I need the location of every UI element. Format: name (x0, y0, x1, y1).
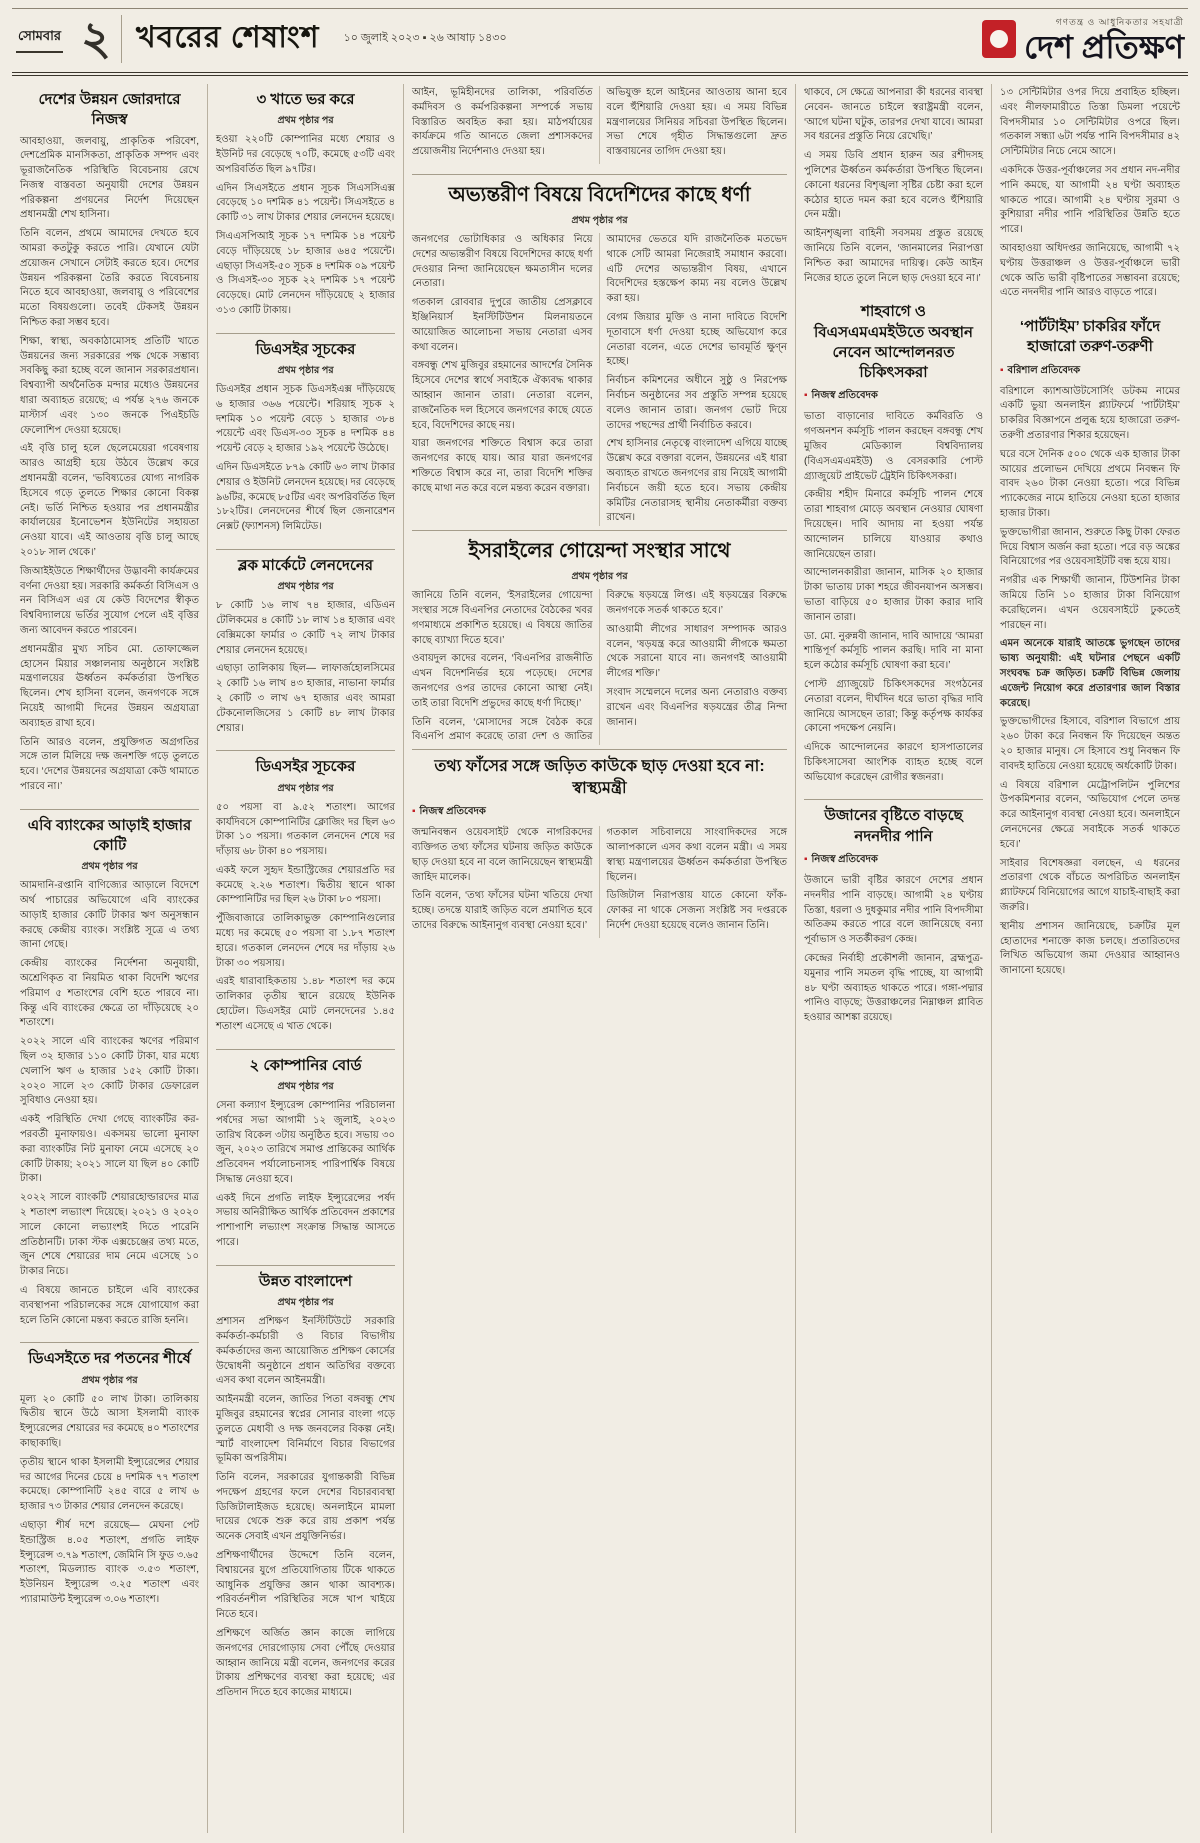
continued-from-front-label: প্রথম পৃষ্ঠার পর (81, 861, 138, 873)
article-paragraph: প্রশিক্ষণে অর্জিত জ্ঞান কাজে লাগিয়ে জনগণের দোরগোড়ায় সেবা পৌঁছে দেওয়ার আহ্বান জানিয়ে মন্ত্রী বলেন, জনগণের করের টাকায় প্রশিক্ষণের ব্যবস্থা করা হয়েছে; এর প্রতিদান দিতে হবে কাজের মাধ্যমে। (216, 1628, 395, 1699)
article-body (412, 589, 787, 745)
article-body (412, 86, 787, 164)
article-paragraph: জন্মনিবন্ধন ওয়েবসাইট থেকে নাগরিকদের ব্যক্তিগত তথ্য ফাঁসের ঘটনায় জড়িত কাউকে ছাড় দেওয়া হবে না বলে জানিয়েছেন স্বাস্থ্যমন্ত্রী জাহিদ মালেক। (412, 827, 593, 883)
byline-bullet-icon (412, 806, 420, 817)
continued-from-front-label: প্রথম পৃষ্ঠার পর (571, 214, 628, 226)
article-body (20, 879, 199, 1328)
article-body (412, 826, 787, 938)
article-paragraph: আবহাওয়া, জলবায়ু, প্রাকৃতিক পরিবেশ, দেশপ্রেমিক মানসিকতা, প্রাকৃতিক সম্পদ এবং ভূরাজনৈতিক পরিস্থিতি বিবেচনায় রেখে নিজস্ব বাস্তবতা অনুযায়ী দেশের উন্নয়ন পরিকল্পনা প্রণয়নের নির্দেশ দিয়েছেন প্রধানমন্ত্রী শেখ হাসিনা। (20, 135, 199, 221)
article-paragraph: আওয়ামী লীগের সাধারণ সম্পাদক আরও বলেন, ‘ষড়যন্ত্র করে আওয়ামী লীগকে ক্ষমতা থেকে সরানো যাবে না। জনগণই আওয়ামী লীগের শক্তি।’ (606, 623, 787, 680)
article-paragraph: জানিয়ে তিনি বলেন, ‘ইসরাইলের গোয়েন্দা সংস্থার সঙ্গে বিএনপির নেতাদের বৈঠকের খবর গণমাধ্যমে প্রকাশিত হয়েছে। এ বিষয়ে জাতির কাছে ব্যাখ্যা দিতে হবে।’ (412, 590, 593, 646)
article-paragraph: এ বিষয়ে বরিশাল মেট্রোপলিটন পুলিশের উপকমিশনার বলেন, ‘অভিযোগ পেলে তদন্ত করে আইনানুগ ব্যবস্থা নেওয়া হবে। অনলাইনে লেনদেনের ক্ষেত্রে সবাইকে সতর্ক থাকতে হবে।’ (1000, 779, 1180, 850)
article-two-company-boards (216, 1049, 395, 1261)
continued-from-front-label: প্রথম পৃষ্ঠার পর (81, 1374, 138, 1386)
article-body (216, 599, 395, 736)
article-dse-index-2 (216, 750, 395, 1044)
byline-bullet-icon (1000, 365, 1008, 376)
article-paragraph: হওয়া ২২০টি কোম্পানির মধ্যে শেয়ার ও ইউনিট দর বেড়েছে ৭০টি, কমেছে ৫৩টি এবং অপরিবর্তিত ছিল ৯৭টির। (216, 134, 395, 175)
article-israel-intelligence (412, 530, 787, 745)
article-body (216, 383, 395, 535)
article-paragraph: প্রধানমন্ত্রীর মুখ্য সচিব মো. তোফাজ্জেল হোসেন মিয়ার সঞ্চালনায় অনুষ্ঠানে সংশ্লিষ্ট মন্ত্রণালয়ের ঊর্ধ্বতন কর্মকর্তারা উপস্থিত ছিলেন। শেখ হাসিনা বলেন, জনগণকে সঙ্গে নিয়েই আগামী দিনের উন্নয়ন অগ্রযাত্রা অব্যাহত রাখা হবে। (20, 643, 199, 729)
article-headline: ৩ খাতে ভর করে (256, 91, 355, 108)
column-3-4 (404, 84, 796, 1833)
article-body (1000, 715, 1180, 979)
article-headline: উজানের বৃষ্টিতে বাড়ছে নদনদীর পানি (824, 807, 963, 845)
article-headline: দেশের উন্নয়ন জোরদারে নিজস্ব (38, 91, 181, 129)
article-paragraph: প্রশাসন প্রশিক্ষণ ইনস্টিটিউটে সরকারি কর্মকর্তা-কর্মচারী ও বিচার বিভাগীয় কর্মকর্তাদের জন্য আয়োজিত প্রশিক্ষণ কোর্সের উদ্বোধনী অনুষ্ঠানে প্রধান অতিথির বক্তব্যে এসব কথা বলেন আইনমন্ত্রী। (216, 1316, 395, 1387)
article-paragraph: ২০২২ সালে এবি ব্যাংকের ঋণের পরিমাণ ছিল ৩২ হাজার ১১০ কোটি টাকা, যার মধ্যে খেলাপি ঋণ ৬ হাজার ১৫২ কোটি টাকা। ২০২০ সালে ২৩ কোটি টাকার ডেফারেল সুবিধাও নেওয়া হয়। (20, 1036, 199, 1107)
article-doctors-protest (804, 296, 983, 795)
article-paragraph: ভাতা বাড়ানোর দাবিতে কর্মবিরতি ও গণঅনশন কর্মসূচি পালন করছেন বঙ্গবন্ধু শেখ মুজিব মেডিক্যাল বিশ্ববিদ্যালয় (বিএসএমএমইউ) ও বেসরকারি পোস্ট গ্র্যাজুয়েট প্রাইভেট ট্রেইনি চিকিৎসকরা। (804, 411, 983, 482)
page-number: ২ (77, 15, 122, 63)
masthead-text (1024, 15, 1184, 63)
article-paragraph: আবহাওয়া অধিদপ্তর জানিয়েছে, আগামী ৭২ ঘণ্টায় উত্তরাঞ্চল ও উত্তর-পূর্বাঞ্চলে ভারী থেকে অতি ভারী বৃষ্টিপাতের সম্ভাবনা রয়েছে; এতে নদনদীর পানি আরও বাড়তে পারে। (1000, 242, 1180, 299)
article-headline: উন্নত বাংলাদেশ (258, 1272, 353, 1290)
article-foreign-appeals (412, 174, 787, 526)
article-headline: এবি ব্যাংকের আড়াই হাজার কোটি (27, 816, 192, 855)
article-paragraph: কেন্দ্রের নির্বাহী প্রকৌশলী জানান, ব্রহ্মপুত্র-যমুনার পানি সমতল বৃদ্ধি পাচ্ছে, যা আগামী ৪৮ ঘণ্টা অব্যাহত থাকতে পারে। গঙ্গা-পদ্মার পানিও বাড়ছে; উত্তরাঞ্চলের নিম্নাঞ্চল প্লাবিত হওয়ার আশঙ্কা রয়েছে। (804, 952, 983, 1024)
column-1 (12, 84, 208, 1833)
article-paragraph: বঙ্গবন্ধু শেখ মুজিবুর রহমানের আদর্শের সৈনিক হিসেবে দেশের স্বার্থে সবাইকে ঐক্যবদ্ধ থাকার আহ্বান জানান তারা। নেতারা বলেন, রাজনৈতিক দল হিসেবে জনগণের কাছে যেতে হবে, বিদেশিদের কাছে নয়। (412, 360, 593, 431)
article-paragraph: আইনমন্ত্রী বলেন, জাতির পিতা বঙ্গবন্ধু শেখ মুজিবুর রহমানের স্বপ্নের সোনার বাংলা গড়ে তুলতে মেধাবী ও দক্ষ জনবলের বিকল্প নেই। স্মার্ট বাংলাদেশ বিনির্মাণে বিচার বিভাগের ভূমিকা অপরিসীম। (216, 1394, 395, 1465)
byline-text: নিজস্ব প্রতিবেদক (419, 806, 486, 818)
byline-text: বরিশাল প্রতিবেদক (1007, 364, 1081, 376)
article-paragraph: গতকাল সচিবালয়ে সাংবাদিকদের সঙ্গে আলাপকালে এসব কথা বলেন মন্ত্রী। এ সময় স্বাস্থ্য মন্ত্রণালয়ের ঊর্ধ্বতন কর্মকর্তারা উপস্থিত ছিলেন। (606, 827, 787, 883)
article-paragraph: আইন, ভূমিহীনদের তালিকা, পরিবর্তিত কর্মদিবস ও কর্মপরিকল্পনা সম্পর্কে সভায় বিস্তারিত অবহিত করা হয়। মাঠপর্যায়ের কার্যক্রমে গতি আনতে জেলা প্রশাসকদের প্রয়োজনীয় নির্দেশনাও দেওয়া হয়। (412, 87, 593, 158)
article-highlight: এমন অনেকে যারাই আতঙ্কে ভুগছেন তাদের ভাষ্য অনুযায়ী: এই ঘটনার পেছনে একটি সংঘবদ্ধ চক্র জড়িত। চক্রটি বিভিন্ন জেলায় এজেন্ট নিয়োগ করে প্রতারণার জাল বিস্তার করেছে। (1000, 638, 1180, 709)
date-line: ১০ জুলাই ২০২৩ ▪ ২৬ আষাঢ় ১৪৩০ (343, 32, 507, 44)
column-2 (208, 84, 404, 1833)
article-paragraph: গতকাল রোববার দুপুরে জাতীয় প্রেসক্লাবে ইঞ্জিনিয়ার্স ইনস্টিটিউশন মিলনায়তনে আয়োজিত আলোচনা সভায় নেতারা এসব কথা বলেন। (412, 297, 593, 353)
article-dse-top-losers (20, 1342, 199, 1617)
article-paragraph: ডা. মো. নুরুন্নবী জানান, দাবি আদায়ে ‘আমরা শান্তিপূর্ণ কর্মসূচি পালন করছি। দাবি না মানা হলে কঠোর কর্মসূচি ঘোষণা করা হবে।’ (804, 630, 983, 672)
article-paragraph: তিনি আরও বলেন, প্রযুক্তিগত অগ্রগতির সঙ্গে তাল মিলিয়ে দক্ষ জনশক্তি গড়ে তুলতে হবে। ‘দেশের উন্নয়নের অগ্রযাত্রা কেউ থামাতে পারবে না।’ (20, 736, 199, 792)
page-content (12, 84, 1188, 1833)
article-body (1000, 385, 1180, 634)
article-body (216, 1099, 395, 1251)
masthead-tagline: গণতন্ত্র ও আধুনিকতার সহযাত্রী (1055, 16, 1184, 27)
article-paragraph: স্থানীয় প্রশাসন জানিয়েছে, চক্রটির মূল হোতাদের শনাক্তে কাজ চলছে। প্রতারিতদের লিখিত অভিযোগ জমা দেওয়ার আহ্বানও জানানো হয়েছে। (1000, 920, 1180, 977)
article-paragraph: আন্দোলনকারীরা জানান, মাসিক ২০ হাজার টাকা ভাতায় ঢাকা শহরে জীবনযাপন অসম্ভব। ভাতা বাড়িয়ে ৫০ হাজার টাকা করার দাবি জানান তারা। (804, 567, 983, 623)
byline-text: নিজস্ব প্রতিবেদক (811, 853, 878, 865)
article-paragraph: বরিশালে ক্যাশআউটসোর্সিং ডটকম নামের একটি ভুয়া অনলাইন প্ল্যাটফর্মে ‘পার্টটাইম’ চাকরির বিজ্ঞাপনে প্রলুব্ধ হয়ে হাজারো তরুণ-তরুণী প্রতারণার শিকার হয়েছেন। (1000, 385, 1180, 442)
day-label: সোমবার (16, 25, 63, 53)
article-paragraph: মূল্য ২০ কোটি ৫০ লাখ টাকা। তালিকায় দ্বিতীয় স্থানে উঠে আসা ইসলামী ব্যাংক ইন্স্যুরেন্সের শেয়ারের দর কমেছে ৪০ শতাংশের কাছাকাছি। (20, 1393, 199, 1450)
article-headline: ডিএসইতে দর পতনের শীর্ষে (28, 1350, 191, 1368)
byline-bullet-icon (804, 854, 812, 865)
article-headline: তথ্য ফাঁসের সঙ্গে জড়িত কাউকে ছাড় দেওয়া হবে না: স্বাস্থ্যমন্ত্রী (434, 758, 765, 797)
masthead-logo-icon (982, 20, 1016, 58)
byline-text: নিজস্ব প্রতিবেদক (811, 390, 878, 402)
article-paragraph: এদিকে আন্দোলনের কারণে হাসপাতালের চিকিৎসাসেবা আংশিক ব্যাহত হচ্ছে বলে অভিযোগ করেছেন রোগীর স্বজনরা। (804, 742, 983, 783)
article-paragraph: এই বৃত্তি চালু হলে ছেলেমেয়েরা গবেষণায় আরও আগ্রহী হয়ে উঠবে উল্লেখ করে প্রধানমন্ত্রী বলেন, ‘ভবিষ্যতের যোগ্য নাগরিক হিসেবে গড়ে তুলতে শিক্ষার কোনো বিকল্প নেই। ভর্তি নিশ্চিত হওয়ার পর প্রধানমন্ত্রীর কার্যালয়ের ইনোভেশন ইউনিটের সহায়তা নেওয়া যাবে। এই আওতায় বৃত্তি চালু আছে ২০১৮ সাল থেকে।’ (20, 443, 199, 559)
article-block-market (216, 549, 395, 746)
article-headline: ‘পার্টটাইম’ চাকরির ফাঁদে হাজারো তরুণ-তরুণী (1019, 318, 1161, 356)
article-paragraph: ঘরে বসে দৈনিক ৫০০ থেকে এক হাজার টাকা আয়ের প্রলোভন দেখিয়ে প্রথমে নিবন্ধন ফি বাবদ ২৬০ টাকা নেওয়া হতো। পরে বিভিন্ন প্যাকেজের নামে হাতিয়ে নেওয়া হতো হাজার হাজার টাকা। (1000, 448, 1180, 520)
byline-bullet-icon (804, 390, 812, 401)
article-paragraph: একদিকে উত্তর-পূর্বাঞ্চলের সব প্রধান নদ-নদীর পানি কমছে, যা আগামী ২৪ ঘণ্টা অব্যাহত থাকতে পারে। আগামী ২৪ ঘণ্টায় সুরমা ও কুশিয়ারা নদীর পানি পরিস্থিতির উন্নতি হতে পারে। (1000, 164, 1180, 236)
article-rising-river-water (804, 799, 983, 1035)
article-paragraph: তিনি বলেন, প্রথমে আমাদের দেখতে হবে আমরা কতটুকু করতে পারি। যেখানে যেটা প্রয়োজন সেখানে সেটাই করতে হবে। দেশের উন্নয়ন পরিকল্পনা তৈরি করতে বিবেচনায় নিতে হবে আবহাওয়া, জলবায়ু ও পরিবেশের মতো বিষয়গুলো। তবেই টেকসই উন্নয়ন নিশ্চিত করা সম্ভব হবে। (20, 228, 199, 329)
article-paragraph: একই পরিস্থিতি দেখা গেছে ব্যাংকটির কর-পরবর্তী মুনাফায়ও। একসময় ভালো মুনাফা করা ব্যাংকটির নিট মুনাফা নেমে এসেছে ২০ কোটি টাকায়; ২০২১ সালে যা ছিল ৪০ কোটি টাকা। (20, 1114, 199, 1185)
article-paragraph: এ সময় ডিবি প্রধান হারুন অর রশীদসহ পুলিশের ঊর্ধ্বতন কর্মকর্তারা উপস্থিত ছিলেন। কোনো ধরনের বিশৃঙ্খলা সৃষ্টির চেষ্টা করা হলে কঠোর হাতে দমন করা হবে বলেও হুঁশিয়ারি দেন মন্ত্রী। (804, 150, 983, 221)
article-paragraph: ২০২২ সালে ব্যাংকটি শেয়ারহোল্ডারদের মাত্র ২ শতাংশ লভ্যাংশ দিয়েছে। ২০২১ ও ২০২০ সালে কোনো লভ্যাংশই দিতে পারেনি প্রতিষ্ঠানটি। ঢাকা স্টক এক্সচেঞ্জের তথ্য মতে, জুন শেষে শেয়ারের দাম নেমে এসেছে ১০ টাকার নিচে। (20, 1192, 199, 1278)
article-development-plan (20, 84, 199, 805)
continuation-text-block (412, 84, 787, 170)
article-paragraph: আইনশৃঙ্খলা বাহিনী সবসময় প্রস্তুত রয়েছে জানিয়ে তিনি বলেন, ‘জানমালের নিরাপত্তা নিশ্চিত করা আমাদের দায়িত্ব। কেউ আইন নিজের হাতে তুলে নিলে ছাড় দেওয়া হবে না।’ (804, 228, 983, 284)
article-paragraph: জিআইইউতে শিক্ষার্থীদের উদ্ভাবনী কার্যক্রমের বর্ণনা দেওয়া হয়। সরকারি কর্মকর্তা বিসিএস ও নন বিসিএস এর যে কেউ বিদেশের স্বীকৃত বিশ্ববিদ্যালয়ে ভর্তির সুযোগ পেলে এই বৃত্তির জন্য আবেদন করতে পারবেন। (20, 565, 199, 636)
article-paragraph: সেনা কল্যাণ ইন্স্যুরেন্স কোম্পানির পরিচালনা পর্ষদের সভা আগামী ১২ জুলাই, ২০২৩ তারিখ বিকেল ৩টায় অনুষ্ঠিত হবে। সভায় ৩০ জুন, ২০২৩ তারিখে সমাপ্ত প্রান্তিকের আর্থিক প্রতিবেদন পর্যালোচনাসহ পারিপার্শ্বিক বিষয়ে সিদ্ধান্ত নেওয়া হবে। (216, 1099, 395, 1185)
article-paragraph: তিনি বলেন, ‘তথ্য ফাঁসের ঘটনা খতিয়ে দেখা হচ্ছে। তদন্তে যারাই জড়িত বলে প্রমাণিত হবে তাদের বিরুদ্ধে আইনানুগ ব্যবস্থা নেওয়া হবে।’ (412, 890, 593, 932)
article-paragraph: সংবাদ সম্মেলনে দলের অন্য নেতারাও বক্তব্য রাখেন এবং বিএনপির ষড়যন্ত্রের তীব্র নিন্দা জানান। (606, 686, 787, 728)
article-body (20, 1393, 199, 1608)
article-paragraph: শেখ হাসিনার নেতৃত্বে বাংলাদেশ এগিয়ে যাচ্ছে উল্লেখ করে বক্তারা বলেন, উন্নয়নের এই ধারা অব্যাহত রাখতে জনগণের রায় নিয়েই আগামী নির্বাচনে জয়ী হতে হবে। সভায় কেন্দ্রীয় কমিটির নেতারাসহ স্থানীয় নেতাকর্মীরা বক্তব্য রাখেন। (606, 438, 787, 524)
article-paragraph: তিনি বলেন, সরকারের যুগান্তকারী বিভিন্ন পদক্ষেপ গ্রহণের ফলে দেশের বিচারব্যবস্থা ডিজিটালাইজড হয়েছে। অনলাইনে মামলা দায়ের থেকে শুরু করে রায় প্রকাশ পর্যন্ত অনেক সেবাই এখন প্রযুক্তিনির্ভর। (216, 1472, 395, 1543)
article-body (216, 133, 395, 319)
article-parttime-job-scam (1000, 311, 1180, 989)
article-headline: ইসরাইলের গোয়েন্দা সংস্থার সাথে (468, 540, 731, 563)
article-paragraph: বেগম জিয়ার মুক্তি ও নানা দাবিতে বিদেশি দূতাবাসে ধর্ণা দেওয়া হচ্ছে অভিযোগ করে নেতারা বলেন, এতে দেশের ভাবমূর্তি ক্ষুণ্ন হচ্ছে। (606, 311, 787, 368)
article-paragraph: জনগণের ভোটাধিকার ও অধিকার নিয়ে দেশের অভ্যন্তরীণ বিষয়ে বিদেশিদের কাছে ধর্ণা দেওয়ার নিন্দা জানিয়েছেন ক্ষমতাসীন দলের নেতারা। (412, 233, 593, 290)
article-ab-bank (20, 809, 199, 1339)
article-paragraph: প্রশিক্ষণার্থীদের উদ্দেশে তিনি বলেন, বিশ্বায়নের যুগে প্রতিযোগিতায় টিকে থাকতে আধুনিক প্রযুক্তির জ্ঞান থাকা আবশ্যক। পরিবর্তনশীল পরিস্থিতির সঙ্গে খাপ খাইয়ে নিতে হবে। (216, 1550, 395, 1621)
byline (804, 851, 983, 874)
article-paragraph: একই দিনে প্রগতি লাইফ ইন্স্যুরেন্সের পর্ষদ সভায় অনিরীক্ষিত আর্থিক প্রতিবেদন প্রকাশের পাশাপাশি লভ্যাংশ সংক্রান্ত সিদ্ধান্ত আসতে পারে। (216, 1192, 395, 1249)
article-paragraph: আমদানি-রপ্তানি বাণিজ্যের আড়ালে বিদেশে অর্থ পাচারের অভিযোগে এবি ব্যাংকের আড়াই হাজার কোটি টাকার ঋণ অনুসন্ধান করছে কেন্দ্রীয় ব্যাংক। সংশ্লিষ্ট সূত্রে এ তথ্য জানা গেছে। (20, 880, 199, 951)
article-paragraph: ভুক্তভোগীরা জানান, শুরুতে কিছু টাকা ফেরত দিয়ে বিশ্বাস অর্জন করা হতো। পরে বড় অঙ্কের বিনিয়োগের পর ওয়েবসাইটটি বন্ধ হয়ে যায়। (1000, 526, 1180, 568)
article-paragraph: সাইবার বিশেষজ্ঞরা বলছেন, এ ধরনের প্রতারণা থেকে বাঁচতে অপরিচিত অনলাইন প্ল্যাটফর্মে বিনিয়োগের আগে যাচাই-বাছাই করা জরুরি। (1000, 857, 1180, 913)
article-headline: ব্লক মার্কেটে লেনদেনের (237, 557, 374, 575)
article-data-leak-health-minister (412, 749, 787, 938)
article-paragraph: কেন্দ্রীয় ব্যাংকের নির্দেশনা অনুযায়ী, অশ্রেণিকৃত বা নিয়মিত থাকা বিদেশি ঋণের পরিমাণ ৫ শতাংশের বেশি হতে পারবে না। কিন্তু এবি ব্যাংকের ক্ষেত্রে তা দাঁড়িয়েছে ২০ শতাংশে। (20, 958, 199, 1029)
continued-from-front-label: প্রথম পৃষ্ঠার পর (277, 1297, 334, 1309)
article-paragraph: এছাড়া শীর্ষ দশে রয়েছে— মেঘনা পেট ইন্ডাস্ট্রিজ ৪.০৫ শতাংশ, প্রগতি লাইফ ইন্স্যুরেন্স ৩.৭৯ শতাংশ, জেমিনি সি ফুড ৩.৬৫ শতাংশ, মিডল্যান্ড ব্যাংক ৩.৫৩ শতাংশ, ইউনিয়ন ইন্স্যুরেন্স ৩.২৫ শতাংশ এবং প্যারামাউন্ট ইন্স্যুরেন্স ৩.০৬ শতাংশ। (20, 1520, 199, 1605)
article-body (20, 135, 199, 795)
article-headline: অভ্যন্তরীণ বিষয়ে বিদেশিদের কাছে ধর্ণা (448, 183, 751, 206)
column-5 (796, 84, 992, 1833)
continued-from-front-label: প্রথম পৃষ্ঠার পর (277, 581, 334, 593)
article-developed-bangladesh (216, 1265, 395, 1711)
article-paragraph: এদিন ডিএসইতে ৮৭৯ কোটি ৬৩ লাখ টাকার শেয়ার ও ইউনিট লেনদেন হয়েছে। দর বেড়েছে ৯৬টির, কমেছে ৮৫টির এবং অপরিবর্তিত ছিল ১৮২টির। লেনদেনের শীর্ষে ছিল জেনারেশন নেক্সট (ফ্যাশনস) লিমিটেড। (216, 462, 395, 533)
article-body (216, 801, 395, 1035)
article-paragraph: এরই ধারাবাহিকতায় ১.৪৮ শতাংশ দর কমে তালিকার তৃতীয় স্থানে রয়েছে ইউনিক হোটেল। ডিএসইর মোট লেনদেনের ১.৪৫ শতাংশ এসেছে এ খাত থেকে। (216, 976, 395, 1032)
page-header (12, 8, 1188, 76)
article-body (216, 1315, 395, 1701)
article-paragraph: আমাদের ভেতরে যদি রাজনৈতিক মতভেদ থাকে সেটি আমরা নিজেরাই সমাধান করবো। এটি দেশের অভ্যন্তরীণ বিষয়, এখানে বিদেশিদের হস্তক্ষেপ কাম্য নয় বলেও উল্লেখ করা হয়। (606, 233, 787, 305)
article-paragraph: যারা জনগণের শক্তিতে বিশ্বাস করে তারা জনগণের কাছে যায়। আর যারা জনগণের শক্তিতে বিশ্বাস করে না, তারা বিদেশি শক্তির কাছে মাথা নত করে বলে মন্তব্য করেন বক্তারা। (412, 438, 593, 494)
article-headline: শাহবাগে ও বিএসএমএমইউতে অবস্থান নেবেন আন্দোলনরত চিকিৎসকরা (814, 303, 973, 382)
article-paragraph: তিনি বলেন, ‘মোসাদের সঙ্গে বৈঠক করে বিএনপি প্রমাণ করেছে তারা দেশ ও জাতির বিরুদ্ধে ষড়যন্ত্রে লিপ্ত। এই ষড়যন্ত্রের বিরুদ্ধে জনগণকে সতর্ক থাকতে হবে।’ (412, 590, 787, 743)
article-headline: ২ কোম্পানির বোর্ড (249, 1056, 362, 1074)
continued-from-front-label: প্রথম পৃষ্ঠার পর (277, 1080, 334, 1092)
article-paragraph: ওবায়দুল কাদের বলেন, ‘বিএনপির রাজনীতি এখন বিদেশনির্ভর হয়ে পড়েছে। দেশের জনগণের ওপর তাদের কোনো আস্থা নেই। তাই তারা বিদেশি প্রভুদের কাছে ধর্ণা দিচ্ছে।’ (412, 653, 593, 709)
article-paragraph: সিএএসপিআই সূচক ১৭ দশমিক ১৪ পয়েন্ট বেড়ে দাঁড়িয়েছে ১৮ হাজার ৬৪৫ পয়েন্টে। এছাড়া সিএসই-৫০ সূচক ৪ দশমিক ০৯ পয়েন্ট ও সিএসই-৩০ সূচক ২২ দশমিক ১৭ পয়েন্ট বেড়েছে। মোট লেনদেন দাঁড়িয়েছে ২ হাজার ৩১৩ কোটি টাকায়। (216, 231, 395, 317)
article-body (412, 233, 787, 526)
byline (1000, 362, 1180, 385)
article-paragraph: ৮ কোটি ১৬ লাখ ৭৪ হাজার, এডিএন টেলিকমের ৪ কোটি ১৮ লাখ ১৪ হাজার এবং বেক্সিমকো ফার্মার ৩ কোটি ৭২ লাখ টাকার শেয়ার লেনদেন হয়েছে। (216, 600, 395, 656)
masthead (982, 15, 1184, 63)
byline (412, 803, 787, 826)
article-body (804, 86, 983, 286)
article-paragraph: নগরীর এক শিক্ষার্থী জানান, টিউশনির টাকা জমিয়ে তিনি ১০ হাজার টাকা বিনিয়োগ করেছিলেন। এখন ওয়েবসাইটে ঢুকতেই পারছেন না। (1000, 575, 1180, 631)
article-three-sectors (216, 84, 395, 329)
article-paragraph: তৃতীয় স্থানে থাকা ইসলামী ইন্স্যুরেন্সের শেয়ার দর আগের দিনের চেয়ে ৪ দশমিক ৭৭ শতাংশ কমেছে। কোম্পানিটি ২৪৫ বারে ৫ লাখ ৬ হাজার ৭৩ টাকার শেয়ার লেনদেন করেছে। (20, 1456, 199, 1513)
article-paragraph: পোস্ট গ্র্যাজুয়েট চিকিৎসকদের সংগঠনের নেতারা বলেন, দীর্ঘদিন ধরে ভাতা বৃদ্ধির দাবি জানিয়ে আসছেন তারা; কিন্তু কর্তৃপক্ষ কার্যকর কোনো পদক্ষেপ নেয়নি। (804, 678, 983, 735)
article-paragraph: অভিযুক্ত হলে আইনের আওতায় আনা হবে বলে হুঁশিয়ারি দেওয়া হয়। এ সময় বিভিন্ন মন্ত্রণালয়ের সিনিয়র সচিবরা উপস্থিত ছিলেন। সভা শেষে গৃহীত সিদ্ধান্তগুলো দ্রুত বাস্তবায়নের তাগিদ দেওয়া হয়। (606, 87, 787, 158)
continued-from-front-label: প্রথম পৃষ্ঠার পর (277, 782, 334, 794)
article-paragraph: ৫০ পয়সা বা ৯.৫২ শতাংশ। আগের কার্যদিবসে কোম্পানিটির ক্লোজিং দর ছিল ৬৩ টাকা ১০ পয়সা। গতকাল লেনদেন শেষে দর দাঁড়ায় ৬৮ টাকা ৪০ পয়সায়। (216, 801, 395, 858)
article-paragraph: কেন্দ্রীয় শহীদ মিনারে কর্মসূচি পালন শেষে তারা শাহবাগ মোড়ে অবস্থান নেওয়ার ঘোষণা দিয়েছেন। দাবি আদায় না হওয়া পর্যন্ত আন্দোলন চালিয়ে যাওয়ার কথাও জানিয়েছেন তারা। (804, 489, 983, 560)
continuation-text-block (804, 84, 983, 296)
continued-from-front-label: প্রথম পৃষ্ঠার পর (277, 365, 334, 377)
column-6 (992, 84, 1188, 1833)
article-paragraph: শিক্ষা, স্বাস্থ্য, অবকাঠামোসহ প্রতিটি খাতে উন্নয়নের জন্য সরকারের পক্ষ থেকে সম্ভাব্য সবকিছু করা হচ্ছে বলে জানান সরকারপ্রধান। বিশ্বব্যাপী অর্থনৈতিক মন্দার মধ্যেও উন্নয়নের ধারা অব্যাহত রয়েছে; এ পর্যন্ত ২৭৬ জনকে মাস্টার্স এবং ১৩০ জনকে পিএইচডি ফেলোশিপ দেওয়া হয়েছে। (20, 335, 199, 436)
article-paragraph: ডিএসইর প্রধান সূচক ডিএসইএক্স দাঁড়িয়েছে ৬ হাজার ৩৬৬ পয়েন্টে। শরিয়াহ সূচক ২ দশমিক ১০ পয়েন্ট বেড়ে ১ হাজার ৩৮৪ পয়েন্টে এবং ডিএস-৩০ সূচক ৪ দশমিক ৪৪ পয়েন্ট বেড়ে ২ হাজার ১৯২ পয়েন্টে উঠেছে। (216, 384, 395, 455)
masthead-title: দেশ প্রতিক্ষণ (1024, 28, 1184, 65)
article-body (1000, 86, 1180, 301)
article-paragraph: ১৩ সেন্টিমিটার ওপর দিয়ে প্রবাহিত হচ্ছিল। এবং নীলফামারীতে তিস্তা ডিমলা পয়েন্টে বিপদসীমার ১০ সেন্টিমিটার ওপরে ছিল। গতকাল সন্ধ্যা ৬টা পর্যন্ত পানি বিপদসীমার ৪২ সেন্টিমিটার নিচে নেমে আসে। (1000, 87, 1180, 158)
article-body (804, 874, 983, 1026)
article-dse-index-1 (216, 333, 395, 545)
continued-from-front-label: প্রথম পৃষ্ঠার পর (277, 115, 334, 127)
continuation-text-block (1000, 84, 1180, 311)
continued-from-front-label: প্রথম পৃষ্ঠার পর (571, 571, 628, 583)
article-paragraph: উজানে ভারী বৃষ্টির কারণে দেশের প্রধান নদনদীর পানি বাড়ছে। আগামী ২৪ ঘণ্টায় তিস্তা, ধরলা ও দুধকুমার নদীর পানি বিপদসীমা অতিক্রম করতে পারে বলে জানিয়েছে বন্যা পূর্বাভাস ও সতর্কীকরণ কেন্দ্র। (804, 874, 983, 946)
article-headline: ডিএসইর সূচকের (255, 758, 356, 776)
article-paragraph: ডিজিটাল নিরাপত্তায় যাতে কোনো ফাঁক-ফোকর না থাকে সেজন্য সংশ্লিষ্ট সব দপ্তরকে নির্দেশ দেওয়া হয়েছে বলেও জানান তিনি। (606, 890, 787, 932)
article-paragraph: এদিন সিএসইতে প্রধান সূচক সিএসসিএক্স বেড়েছে ১০ দশমিক ৪১ পয়েন্ট। সিএসইতে ৪ কোটি ৩১ লাখ টাকার শেয়ার লেনদেন হয়েছে। (216, 182, 395, 224)
article-paragraph: নির্বাচন কমিশনের অধীনে সুষ্ঠু ও নিরপেক্ষ নির্বাচন অনুষ্ঠানের সব প্রস্তুতি সম্পন্ন হয়েছে বলেও জানান তারা। জনগণ ভোট দিয়ে তাদের পছন্দের প্রার্থী নির্বাচিত করবে। (606, 375, 787, 431)
article-paragraph: এছাড়া তালিকায় ছিল— লাফার্জহোলসিমের ২ কোটি ১৬ লাখ ৪৩ হাজার, নাভানা ফার্মার ২ কোটি ৩ লাখ ৬৭ হাজার এবং আমরা টেকনোলজিসের ১ কোটি ৪৮ লাখ টাকার শেয়ার। (216, 663, 395, 734)
article-paragraph: একই ফলে সুহৃদ ইন্ডাস্ট্রিজের শেয়ারপ্রতি দর কমেছে ২.২৬ শতাংশ। দ্বিতীয় স্থানে থাকা কোম্পানিটির দর ছিল ২৬ টাকা ৮০ পয়সা। (216, 864, 395, 906)
article-headline: ডিএসইর সূচকের (255, 340, 356, 358)
section-title: খবরের শেষাংশ (135, 21, 320, 54)
article-paragraph: থাকবে, সে ক্ষেত্রে আপনারা কী ধরনের ব্যবস্থা নেবেন- জানতে চাইলে স্বরাষ্ট্রমন্ত্রী বলেন, ‘আগে ঘটনা ঘটুক, তারপর দেখা যাবে। আমরা সব ধরনের প্রস্তুতি নিয়ে রেখেছি।’ (804, 87, 983, 143)
article-paragraph: ভুক্তভোগীদের হিসাবে, বরিশাল বিভাগে প্রায় ২৬০ টাকা করে নিবন্ধন ফি দিয়েছেন অন্তত ২০ হাজার মানুষ। সে হিসাবে শুধু নিবন্ধন ফি বাবদই হাতিয়ে নেওয়া হয়েছে অর্ধকোটি টাকা। (1000, 716, 1180, 772)
article-paragraph: পুঁজিবাজারে তালিকাভুক্ত কোম্পানিগুলোর মধ্যে দর কমেছে ৫০ পয়সা বা ১.৮৭ শতাংশ হারে। গতকাল লেনদেন শেষে দর দাঁড়ায় ২৬ টাকা ৩০ পয়সায়। (216, 913, 395, 969)
byline (804, 387, 983, 410)
article-body (804, 410, 983, 785)
article-paragraph: এ বিষয়ে জানতে চাইলে এবি ব্যাংকের ব্যবস্থাপনা পরিচালকের সঙ্গে যোগাযোগ করা হলে তিনি কোনো মন্তব্য করতে রাজি হননি। (20, 1284, 199, 1326)
